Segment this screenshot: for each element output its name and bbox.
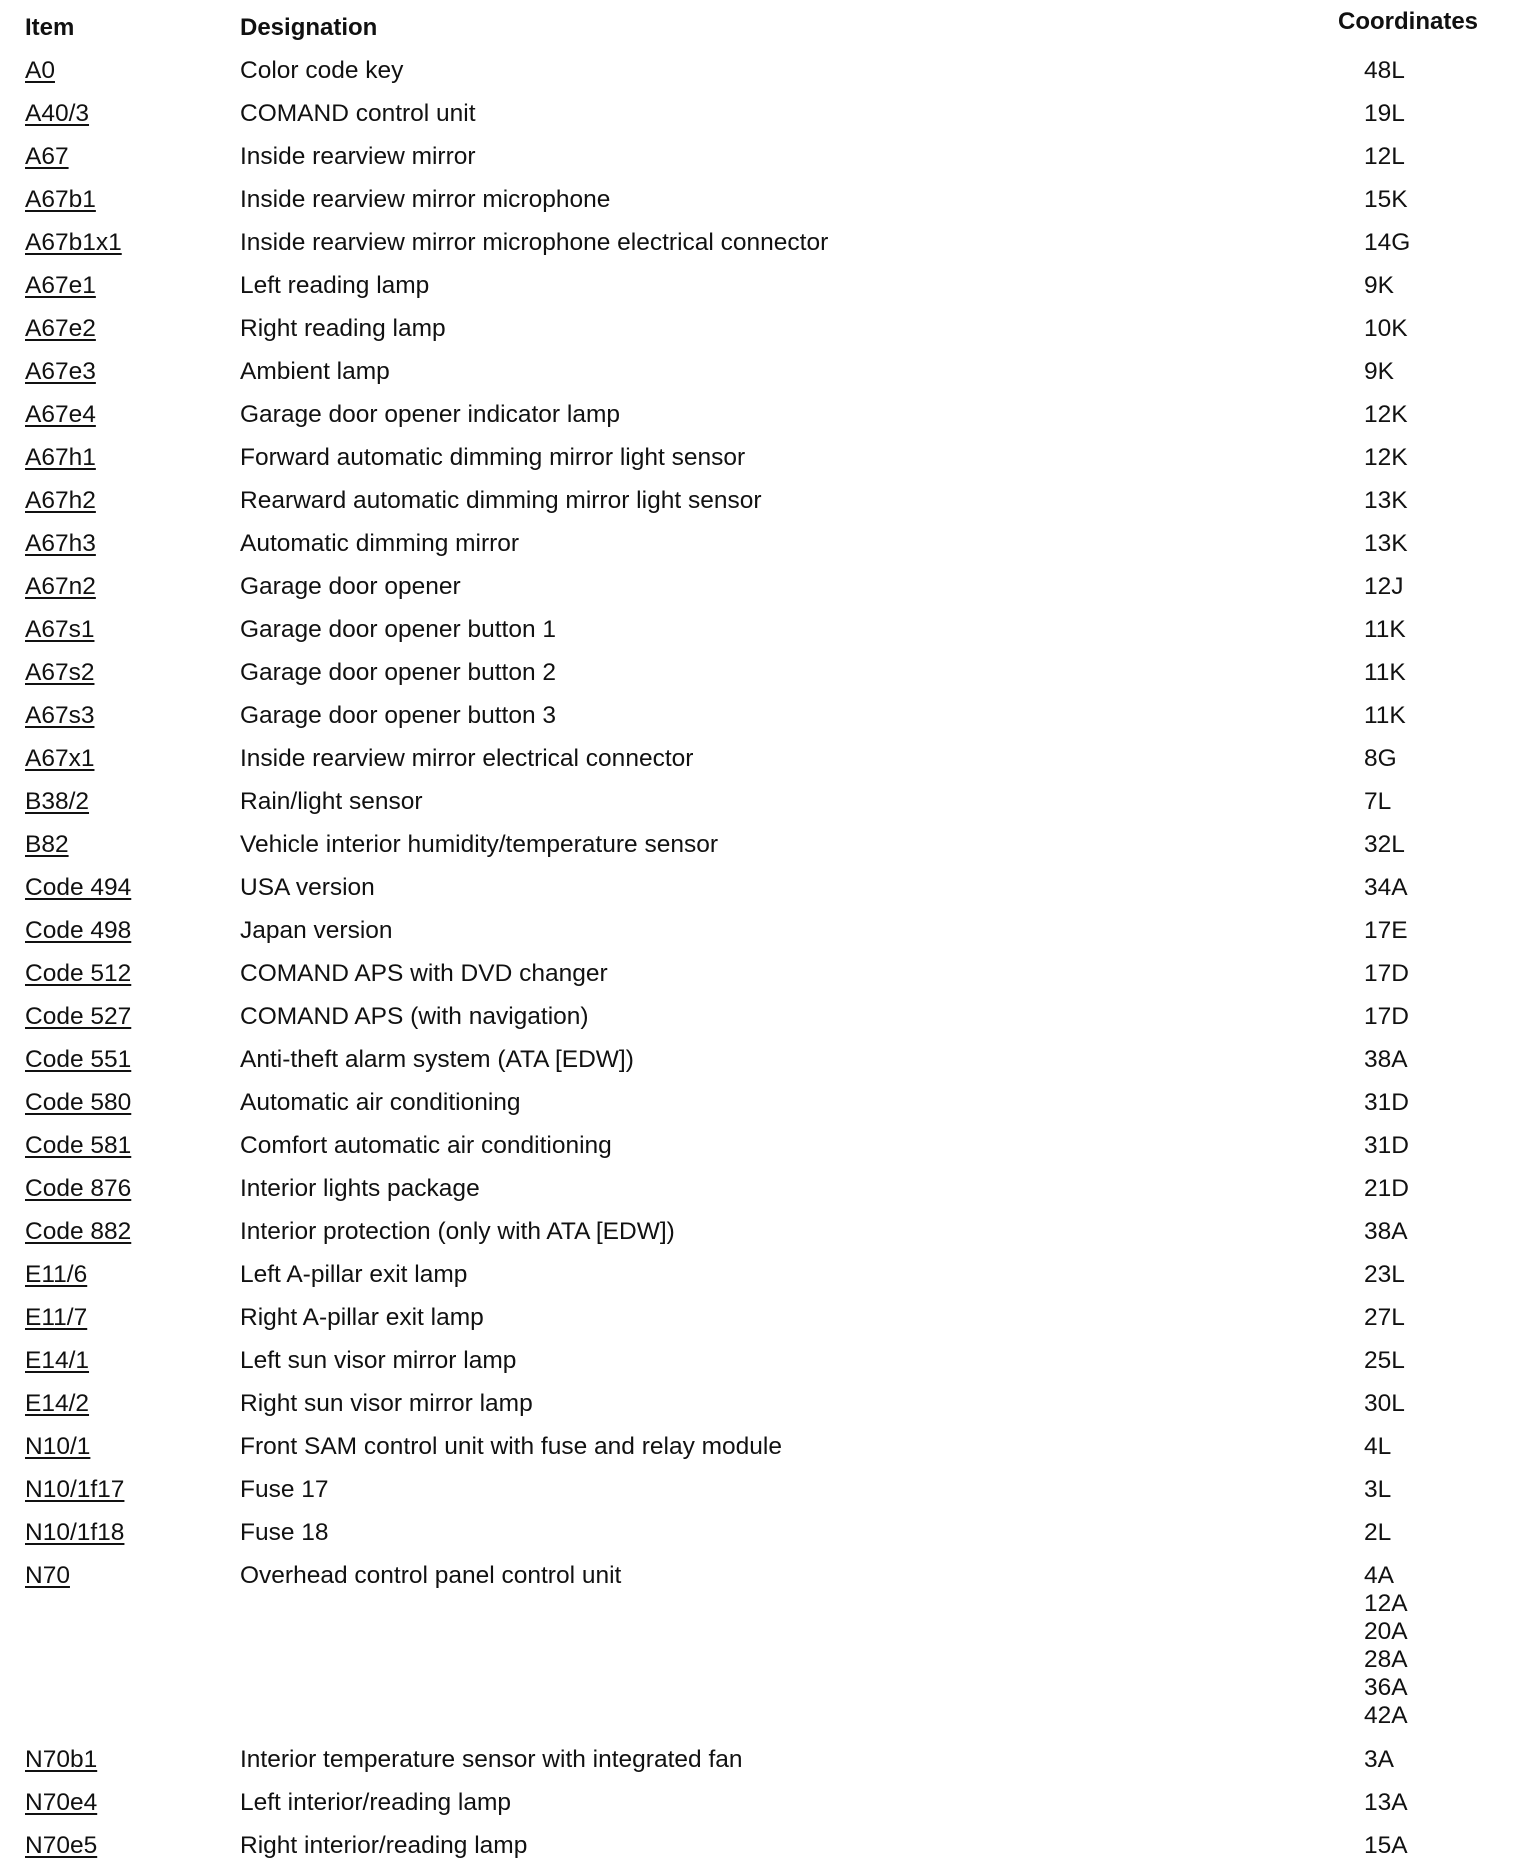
designation-text: Front SAM control unit with fuse and relay module (240, 1433, 782, 1460)
table-row (0, 1556, 1520, 1740)
coordinate-value: 13A (1364, 1789, 1408, 1816)
table-row (0, 1126, 1520, 1169)
item-link[interactable]: Code 876 (25, 1175, 132, 1202)
coordinate-value: 31D (1364, 1132, 1409, 1159)
designation-text: Vehicle interior humidity/temperature sensor (240, 831, 718, 858)
coordinate-value: 3L (1364, 1476, 1392, 1503)
coordinates-cell (1364, 1390, 1405, 1418)
item-link[interactable]: A67b1 (25, 186, 96, 213)
table-row (0, 180, 1520, 223)
coordinate-value: 48L (1364, 57, 1405, 84)
designation-text: Interior protection (only with ATA [EDW]) (240, 1218, 675, 1245)
table-row (0, 481, 1520, 524)
designation-text: USA version (240, 874, 375, 901)
coordinates-cell (1364, 100, 1405, 128)
table-row (0, 739, 1520, 782)
coordinate-value: 25L (1364, 1347, 1405, 1374)
coordinates-cell (1364, 1218, 1408, 1246)
item-link[interactable]: A67e3 (25, 358, 96, 385)
coordinate-value: 21D (1364, 1175, 1409, 1202)
table-row (0, 1212, 1520, 1255)
designation-text: Ambient lamp (240, 358, 390, 385)
coordinate-value: 31D (1364, 1089, 1409, 1116)
coordinates-cell (1364, 831, 1405, 859)
designation-text: Japan version (240, 917, 393, 944)
coordinate-value: 4A (1364, 1562, 1394, 1589)
coordinates-cell (1364, 745, 1397, 773)
item-link[interactable]: Code 494 (25, 874, 132, 901)
coordinate-value: 2L (1364, 1519, 1392, 1546)
coordinates-cell (1364, 1347, 1405, 1375)
coordinates-cell (1364, 1746, 1394, 1774)
table-row (0, 266, 1520, 309)
designation-text: COMAND APS with DVD changer (240, 960, 608, 987)
coordinate-value: 36A (1364, 1674, 1408, 1701)
designation-text: Automatic dimming mirror (240, 530, 520, 557)
designation-text: Left reading lamp (240, 272, 430, 299)
coordinates-cell (1364, 57, 1405, 85)
coordinate-value: 9K (1364, 272, 1394, 299)
coordinates-cell (1364, 143, 1405, 171)
item-link[interactable]: E11/7 (25, 1304, 88, 1331)
item-link[interactable]: A67h3 (25, 530, 96, 557)
item-link[interactable]: N70 (25, 1562, 70, 1589)
coordinates-cell (1364, 358, 1394, 386)
table-row (0, 1298, 1520, 1341)
coordinate-value: 12L (1364, 143, 1405, 170)
coordinates-cell (1364, 1562, 1408, 1730)
coordinates-cell (1364, 960, 1409, 988)
designation-text: Garage door opener button 2 (240, 659, 557, 686)
table-row (0, 309, 1520, 352)
item-link[interactable]: Code 580 (25, 1089, 132, 1116)
coordinate-value: 19L (1364, 100, 1405, 127)
header-designation: Designation (240, 14, 378, 41)
item-link[interactable]: N70b1 (25, 1746, 98, 1773)
designation-text: Overhead control panel control unit (240, 1562, 622, 1589)
item-link[interactable]: Code 581 (25, 1132, 132, 1159)
item-link[interactable]: A40/3 (25, 100, 90, 127)
table-row (0, 94, 1520, 137)
table-row (0, 1040, 1520, 1083)
designation-text: Automatic air conditioning (240, 1089, 521, 1116)
coordinate-value: 12J (1364, 573, 1404, 600)
designation-text: Interior temperature sensor with integrated fan (240, 1746, 743, 1773)
table-row (0, 1384, 1520, 1427)
item-link[interactable]: N10/1 (25, 1433, 91, 1460)
coordinates-cell (1364, 1175, 1409, 1203)
item-link[interactable]: A67s2 (25, 659, 95, 686)
coordinates-cell (1364, 487, 1408, 515)
header-item: Item (25, 14, 75, 41)
designation-text: Right reading lamp (240, 315, 446, 342)
table-row (0, 782, 1520, 825)
designation-text: Right sun visor mirror lamp (240, 1390, 533, 1417)
coordinate-value: 11K (1364, 616, 1406, 643)
designation-text: Right A-pillar exit lamp (240, 1304, 484, 1331)
table-row (0, 1427, 1520, 1470)
table-row (0, 1341, 1520, 1384)
coordinates-cell (1364, 702, 1406, 730)
designation-text: Anti-theft alarm system (ATA [EDW]) (240, 1046, 634, 1073)
coordinate-value: 20A (1364, 1618, 1408, 1645)
coordinates-cell (1364, 1046, 1408, 1074)
table-row (0, 1470, 1520, 1513)
coordinates-cell (1364, 1519, 1391, 1547)
coordinates-cell (1364, 788, 1391, 816)
coordinate-value: 10K (1364, 315, 1408, 342)
designation-text: Left A-pillar exit lamp (240, 1261, 468, 1288)
designation-text: Garage door opener button 1 (240, 616, 557, 643)
coordinate-value: 9K (1364, 358, 1394, 385)
item-link[interactable]: A67b1x1 (25, 229, 122, 256)
table-row (0, 1783, 1520, 1826)
item-link[interactable]: Code 551 (25, 1046, 132, 1073)
table-body (0, 51, 1520, 1869)
item-link[interactable]: N10/1f17 (25, 1476, 125, 1503)
item-link[interactable]: N10/1f18 (25, 1519, 125, 1546)
coordinate-value: 13K (1364, 487, 1408, 514)
coordinate-value: 15A (1364, 1832, 1408, 1859)
table-row (0, 1083, 1520, 1126)
designation-text: Rearward automatic dimming mirror light sensor (240, 487, 762, 514)
coordinate-value: 17D (1364, 1003, 1409, 1030)
coordinates-cell (1364, 272, 1394, 300)
designation-text: Fuse 17 (240, 1476, 329, 1503)
item-link[interactable]: A0 (25, 57, 55, 84)
table-row (0, 868, 1520, 911)
coordinate-value: 7L (1364, 788, 1392, 815)
coordinates-cell (1364, 1089, 1409, 1117)
table-row (0, 438, 1520, 481)
coordinate-value: 4L (1364, 1433, 1392, 1460)
item-link[interactable]: E14/2 (25, 1390, 90, 1417)
coordinates-cell (1364, 659, 1406, 687)
table-row (0, 567, 1520, 610)
designation-text: Garage door opener button 3 (240, 702, 557, 729)
coordinates-cell (1364, 401, 1408, 429)
coordinate-value: 34A (1364, 874, 1408, 901)
table-row (0, 911, 1520, 954)
table-row (0, 223, 1520, 266)
coordinate-value: 12K (1364, 401, 1408, 428)
table-header (0, 0, 1520, 52)
coordinates-cell (1364, 1261, 1405, 1289)
coordinate-value: 32L (1364, 831, 1405, 858)
designation-text: Forward automatic dimming mirror light sensor (240, 444, 746, 471)
coordinates-cell (1364, 1132, 1409, 1160)
coordinates-cell (1364, 573, 1404, 601)
designation-text: Interior lights package (240, 1175, 480, 1202)
coordinates-cell (1364, 530, 1408, 558)
item-link[interactable]: B82 (25, 831, 69, 858)
designation-text: Left sun visor mirror lamp (240, 1347, 517, 1374)
coordinate-value: 38A (1364, 1046, 1408, 1073)
item-link[interactable]: B38/2 (25, 788, 90, 815)
coordinate-value: 38A (1364, 1218, 1408, 1245)
item-link[interactable]: E14/1 (25, 1347, 90, 1374)
item-link[interactable]: N70e5 (25, 1832, 98, 1859)
item-link[interactable]: A67s3 (25, 702, 95, 729)
table-row (0, 137, 1520, 180)
coordinates-cell (1364, 616, 1406, 644)
item-link[interactable]: Code 512 (25, 960, 132, 987)
designation-text: Garage door opener (240, 573, 461, 600)
coordinate-value: 17E (1364, 917, 1408, 944)
coordinate-value: 3A (1364, 1746, 1394, 1773)
item-link[interactable]: Code 882 (25, 1218, 132, 1245)
table-row (0, 1169, 1520, 1212)
coordinate-value: 12K (1364, 444, 1408, 471)
coordinate-value: 13K (1364, 530, 1408, 557)
designation-text: COMAND APS (with navigation) (240, 1003, 589, 1030)
designation-text: Fuse 18 (240, 1519, 329, 1546)
item-link[interactable]: A67n2 (25, 573, 96, 600)
table-row (0, 1826, 1520, 1869)
item-link[interactable]: A67h2 (25, 487, 96, 514)
table-row (0, 395, 1520, 438)
coordinates-cell (1364, 186, 1408, 214)
coordinates-cell (1364, 1476, 1391, 1504)
coordinates-cell (1364, 1003, 1409, 1031)
table-row (0, 825, 1520, 868)
coordinate-value: 8G (1364, 745, 1397, 772)
item-link[interactable]: A67s1 (25, 616, 95, 643)
coordinate-value: 11K (1364, 659, 1406, 686)
coordinates-cell (1364, 917, 1408, 945)
designation-text: Inside rearview mirror microphone (240, 186, 611, 213)
designation-text: Rain/light sensor (240, 788, 423, 815)
table-row (0, 653, 1520, 696)
coordinates-cell (1364, 1304, 1405, 1332)
designation-text: Garage door opener indicator lamp (240, 401, 620, 428)
coordinate-value: 27L (1364, 1304, 1405, 1331)
designation-text: Inside rearview mirror microphone electrical connector (240, 229, 829, 256)
coordinate-value: 14G (1364, 229, 1411, 256)
item-link[interactable]: A67 (25, 143, 69, 170)
coordinate-value: 12A (1364, 1590, 1408, 1617)
item-link[interactable]: A67h1 (25, 444, 96, 471)
designation-text: COMAND control unit (240, 100, 476, 127)
table-row (0, 997, 1520, 1040)
header-coordinates: Coordinates (1338, 8, 1479, 35)
table-row (0, 524, 1520, 567)
table-row (0, 352, 1520, 395)
item-link[interactable]: A67e2 (25, 315, 96, 342)
table-row (0, 610, 1520, 653)
item-link[interactable]: N70e4 (25, 1789, 98, 1816)
coordinates-cell (1364, 1433, 1391, 1461)
designation-text: Right interior/reading lamp (240, 1832, 528, 1859)
coordinates-cell (1364, 1789, 1408, 1817)
coordinates-cell (1364, 444, 1408, 472)
table-row (0, 954, 1520, 997)
designation-text: Inside rearview mirror electrical connector (240, 745, 694, 772)
coordinates-cell (1364, 874, 1408, 902)
item-link[interactable]: Code 498 (25, 917, 132, 944)
coordinate-value: 15K (1364, 186, 1408, 213)
designation-text: Inside rearview mirror (240, 143, 476, 170)
designation-text: Comfort automatic air conditioning (240, 1132, 612, 1159)
coordinates-cell (1364, 229, 1410, 257)
coordinates-cell (1364, 315, 1408, 343)
item-link[interactable]: Code 527 (25, 1003, 132, 1030)
designation-text: Color code key (240, 57, 404, 84)
table-row (0, 1740, 1520, 1783)
coordinate-value: 11K (1364, 702, 1406, 729)
item-link[interactable]: A67e1 (25, 272, 96, 299)
coordinate-value: 28A (1364, 1646, 1408, 1673)
table-row (0, 696, 1520, 739)
table-row (0, 1255, 1520, 1298)
coordinate-value: 23L (1364, 1261, 1405, 1288)
item-link[interactable]: A67x1 (25, 745, 95, 772)
coordinate-value: 42A (1364, 1702, 1408, 1729)
coordinate-value: 17D (1364, 960, 1409, 987)
item-link[interactable]: A67e4 (25, 401, 96, 428)
designation-text: Left interior/reading lamp (240, 1789, 512, 1816)
coordinate-value: 30L (1364, 1390, 1405, 1417)
table-row (0, 51, 1520, 94)
item-link[interactable]: E11/6 (25, 1261, 88, 1288)
table-row (0, 1513, 1520, 1556)
